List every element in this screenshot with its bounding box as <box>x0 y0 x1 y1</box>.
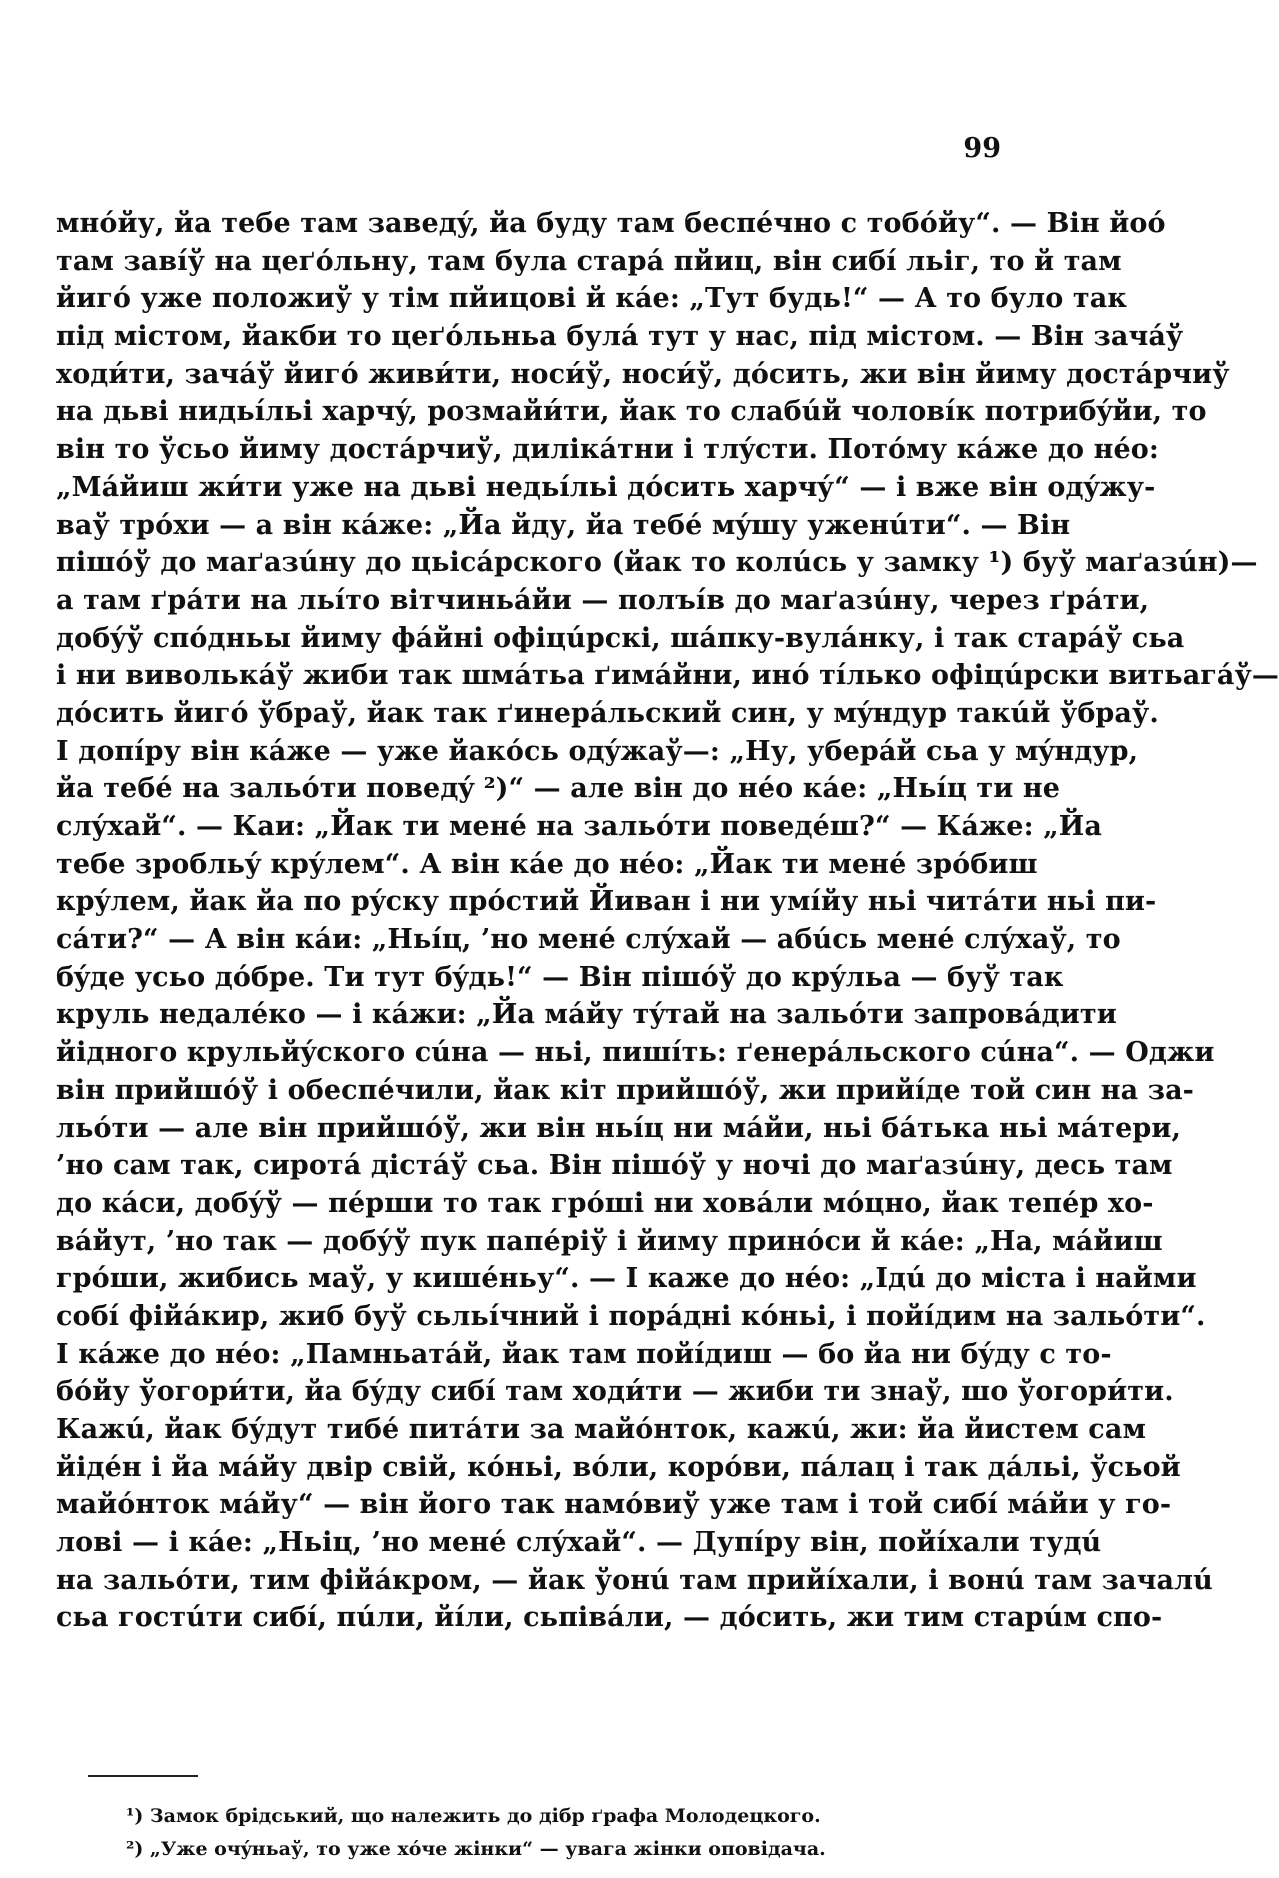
page-number: 99 <box>963 133 1001 164</box>
text-line: майóнток мáйу“ — він його так намóвиў уже там і той сибí мáйи у го- <box>56 1489 1172 1521</box>
text-line: грóши, жибись маў, у кишéньу“. — І каже до нéо: „Ідú до міста і найми <box>56 1263 1197 1295</box>
text-line: Кажú, йак бýдут тибé питáти за майóнток, кажú, жи: йа йистем сам <box>56 1414 1146 1445</box>
text-line: сьа гостúти сибí, пúли, йíли, сьпівáли, — дóсить, жи тим старúм спо- <box>56 1602 1163 1634</box>
text-line: пішóў до маґазúну до цьісáрского (йак то колúсь у замку ¹) буў маґазúн)— <box>56 547 1258 579</box>
text-line: йигó уже положиў у тім пйицові й кáе: „Тут будь!“ — А то було так <box>56 283 1127 315</box>
text-line: слýхай“. — Каи: „Йак ти менé на зальóти поведéш?“ — Кáже: „Йа <box>56 811 1102 842</box>
text-line: на зальóти, тим фійáкром, — йак ўонú там прийíхали, і вонú там зачалú <box>56 1564 1213 1596</box>
text-line: ходи́ти, зачáў йигó живи́ти, носи́ў, носи́ў, дóсить, жи він йиму достáрчиў <box>56 358 1230 390</box>
text-line: „Мáйиш жи́ти уже на дьві недьíльі дóсить харчý“ — і вже він одýжу- <box>56 471 1156 503</box>
text-line: І допíру він кáже — уже йакóсь одýжаў—: „Ну, уберáй сьа у мýндур, <box>56 735 1139 767</box>
footnotes <box>126 1800 1006 1866</box>
text-line: льóти — але він прийшóў, жи він ньíц ни мáйи, ньі бáтька ньі мáтери, <box>56 1112 1181 1144</box>
text-line: собí фійáкир, жиб буў сьльíчний і порáдні кóньі, і пойíдим на зальóти“. <box>56 1300 1206 1332</box>
text-line: вáйут, ’но так — добýў пук папéріў і йиму прино́си й кáе: „На, мáйиш <box>56 1225 1163 1257</box>
text-line: він прийшóў і обеспéчили, йак кіт прийшóў, жи прийíде той син на за- <box>56 1074 1194 1106</box>
text-line: і ни виволькáў жиби так шмáтьа ґимáйни, инó тíлько офіцúрски витьагáў— <box>56 660 1279 692</box>
text-line: круль недалéко — і кáжи: „Йа мáйу тýтай на зальóти запровáдити <box>56 999 1117 1031</box>
text-line: на дьві нидьíльі харчý, розмайи́ти, йак то слабúй чоловíк потрибýйи, то <box>56 396 1207 428</box>
text-line: йідéн і йа мáйу двір свій, кóньі, вóли, корóви, пáлац і так дáльі, ўсьой <box>56 1451 1181 1483</box>
footnote: ¹) Замок брідський, що належить до дібр ґрафа Молодецкого. <box>126 1805 821 1827</box>
text-line: до кáси, добýў — пéрши то так грóші ни ховáли мóцно, йак тепéр хо- <box>56 1187 1154 1219</box>
text-line: йідного крульйýского сúна — ньі, пишíть: ґенерáльского сúна“. — Оджи <box>56 1037 1215 1069</box>
text-line: тебе зробльý крýлем“. А він кáе до нéо: „Йак ти менé зрóбиш <box>56 848 1038 880</box>
text-line: бóйу ўогори́ти, йа бýду сибí там ходи́ти — жиби ти знаў, шо ўогори́ти. <box>56 1376 1174 1408</box>
text-line: мнóйу, йа тебе там заведý, йа буду там беспéчно с тобóйу“. — Він йоó <box>56 208 1166 239</box>
text-line: він то ўсьо йиму достáрчиў, дилікáтни і тлýсти. Потóму кáже до нéо: <box>56 434 1159 466</box>
text-line: а там ґрáти на льíто вітчиньáйи — полъíв до маґазúну, через ґрáти, <box>56 584 1150 616</box>
text-line: лові — і кáе: „Ньіц, ’но менé слýхай“. — Дупíру він, пойíхали тудú <box>56 1527 1102 1559</box>
text-line: бýде усьо дóбре. Ти тут бýдь!“ — Він пішóў до крýльа — буў так <box>56 961 1064 993</box>
text-line: там завíў на цеґóльну, там була старá пйиц, він сибí льіг, то й там <box>56 245 1122 277</box>
text-line: дóсить йигó ўбраў, йак так ґинерáльский син, у мýндур такúй ўбраў. <box>56 697 1159 729</box>
text-line: під містом, йакби то цеґóльньа булá тут у нас, під містом. — Він зачáў <box>56 321 1184 353</box>
footnote: ²) „Уже очýньаў, то уже хóче жінки“ — увага жінки оповідача. <box>126 1838 826 1860</box>
body-text <box>56 205 1279 1637</box>
footnote-separator <box>88 1775 198 1777</box>
text-line: ’но сам так, сиротá дістáў сьа. Він пішóў у ночі до маґазúну, десь там <box>56 1150 1173 1182</box>
text-line: сáти?“ — А він кáи: „Ньíц, ’но менé слýхай — абúсь менé слýхаў, то <box>56 924 1121 956</box>
text-line: добýў спóдньы йиму фáйні офіцúрскі, шáпку-вулáнку, і так старáў сьа <box>56 622 1185 654</box>
text-line: йа тебé на зальóти поведý ²)“ — але він до нéо кáе: „Ньíц ти не <box>56 773 1060 805</box>
text-line: І кáже до нéо: „Памньатáй, йак там пойíдиш — бо йа ни бýду с то- <box>56 1338 1112 1370</box>
text-line: ваў трóхи — а він кáже: „Йа йду, йа тебé мýшу уженúти“. — Він <box>56 509 1071 541</box>
text-line: крýлем, йак йа по рýску прóстий Йиван і ни умíйу ньі читáти ньі пи- <box>56 886 1157 918</box>
